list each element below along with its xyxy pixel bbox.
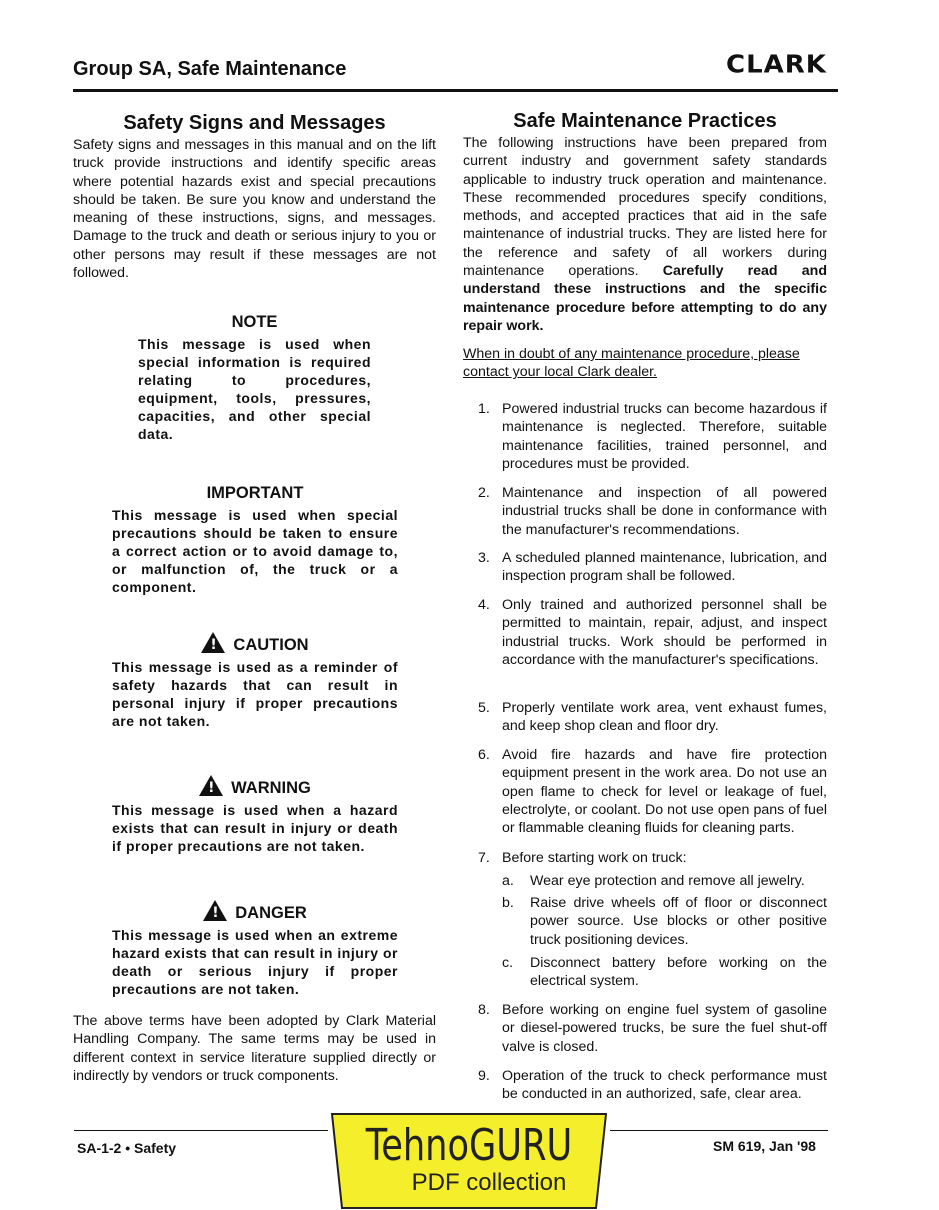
stamp-subtitle: PDF collection: [411, 1169, 567, 1196]
dealer-contact-note: When in doubt of any maintenance procedure, please contact your local Clark dealer.: [463, 346, 800, 381]
list-text: Powered industrial trucks can become hazardous if maintenance is neglected. Therefore, suitable maintenance facilities, trained personnel, and procedures must be provided.: [502, 401, 827, 472]
list-number: 8.: [478, 1002, 490, 1018]
list-text: A scheduled planned maintenance, lubrication, and inspection program shall be followed.: [502, 550, 827, 585]
caution-heading: [112, 632, 398, 654]
list-number: 1.: [478, 401, 490, 417]
caution-body: This message is used as a reminder of safety hazards that can result in personal injury if proper precautions are not taken.: [112, 659, 398, 729]
list-text: Operation of the truck to check performance must be conducted in an authorized, safe, clear area.: [502, 1068, 827, 1103]
caution-block: [112, 632, 398, 730]
footer-page-ref: SA-1-2 • Safety: [77, 1140, 177, 1156]
footer-rule-right: [610, 1130, 828, 1131]
right-intro-paragraph: [463, 134, 827, 335]
sub-list-letter: b.: [502, 895, 514, 911]
danger-block: [112, 900, 398, 998]
list-number: 4.: [478, 597, 490, 613]
warning-body: This message is used when a hazard exists that can result in injury or death if proper precautions are not taken.: [112, 802, 398, 854]
right-intro-text: The following instructions have been prepared from current industry and government safety standards applicable to industry truck operation and maintenance. These recommended procedures specify conditions, methods, and accepted practices that aid in the safe maintenance of industrial trucks. They are listed here for the reference and safety of all workers during maintenance operations.: [463, 135, 827, 280]
warning-heading: [112, 775, 398, 797]
important-block: [112, 484, 398, 596]
header-rule: [73, 89, 838, 92]
list-text: Properly ventilate work area, vent exhaust fumes, and keep shop clean and floor dry.: [502, 700, 827, 735]
warning-triangle-icon: [199, 775, 223, 796]
sub-list-text: Raise drive wheels off of floor or disconnect power source. Use blocks or other positive truck positioning devices.: [530, 895, 827, 948]
sub-list-letter: c.: [502, 955, 514, 971]
sub-list-text: Wear eye protection and remove all jewelry.: [530, 873, 805, 889]
list-number: 9.: [478, 1068, 490, 1084]
list-number: 7.: [478, 850, 490, 866]
page-title: Group SA, Safe Maintenance: [73, 58, 347, 80]
warning-block: [112, 775, 398, 855]
right-section-title: Safe Maintenance Practices: [513, 110, 777, 132]
list-text: Only trained and authorized personnel shall be permitted to maintain, repair, adjust, and inspect industrial trucks. Work should be performed in accordance with the manufacturer's specifications.: [502, 597, 827, 668]
list-number: 3.: [478, 550, 490, 566]
danger-heading: [112, 900, 398, 922]
note-body: This message is used when special information is required relating to procedures, equipment, tools, pressures, capacities, and other special data.: [138, 336, 371, 442]
footer-manual-ref: SM 619, Jan '98: [713, 1138, 816, 1154]
list-number: 6.: [478, 747, 490, 763]
watermark-stamp: [330, 1112, 608, 1210]
left-closing-paragraph: The above terms have been adopted by Clark Material Handling Company. The same terms may be used in different context in service literature supplied directly or indirectly by vendors or truck components.: [73, 1013, 436, 1084]
warning-label: WARNING: [231, 779, 311, 797]
list-text: Before starting work on truck:: [502, 850, 687, 866]
important-label: IMPORTANT: [206, 484, 304, 502]
danger-body: This message is used when an extreme hazard exists that can result in injury or death or serious injury if proper precautions are not taken.: [112, 927, 398, 997]
sub-list-text: Disconnect battery before working on the electrical system.: [530, 955, 827, 990]
sub-list-letter: a.: [502, 873, 514, 889]
list-text: Avoid fire hazards and have fire protection equipment present in the work area. Do not use an open flame to check for level or leakage of fuel, electrolyte, or coolant. Do not use open pans of fuel or flammable cleaning fluids for cleaning parts.: [502, 747, 827, 837]
caution-label: CAUTION: [233, 636, 309, 654]
list-text: Before working on engine fuel system of gasoline or diesel-powered trucks, be sure the fuel shut-off valve is closed.: [502, 1002, 827, 1055]
important-body: This message is used when special precautions should be taken to ensure a correct action or to avoid damage to, or malfunction of, the truck or a component.: [112, 507, 398, 595]
stamp-title: TehnoGURU: [365, 1120, 573, 1171]
warning-triangle-icon: [201, 632, 225, 653]
note-block: [138, 313, 371, 443]
left-intro-paragraph: Safety signs and messages in this manual and on the lift truck provide instructions and identify specific areas where potential hazards exist and special precautions should be taken. Be sure you know and understand the meaning of these instructions, signs, and messages. Damage to the truck and death or serious injury to you or other persons may result if these messages are not followed.: [73, 137, 436, 282]
warning-triangle-icon: [203, 900, 227, 921]
right-intro-bold: Carefully read and understand these instructions and the specific maintenance procedure before attempting to do any repair work.: [463, 263, 827, 334]
danger-label: DANGER: [235, 904, 307, 922]
note-label: NOTE: [231, 313, 278, 331]
list-text: Maintenance and inspection of all powered industrial trucks shall be done in conformance with the manufacturer's recommendations.: [502, 485, 827, 538]
list-number: 2.: [478, 485, 490, 501]
left-section-title: Safety Signs and Messages: [123, 112, 386, 134]
list-number: 5.: [478, 700, 490, 716]
clark-logo: CLARK: [726, 50, 827, 80]
footer-rule-left: [74, 1130, 328, 1131]
